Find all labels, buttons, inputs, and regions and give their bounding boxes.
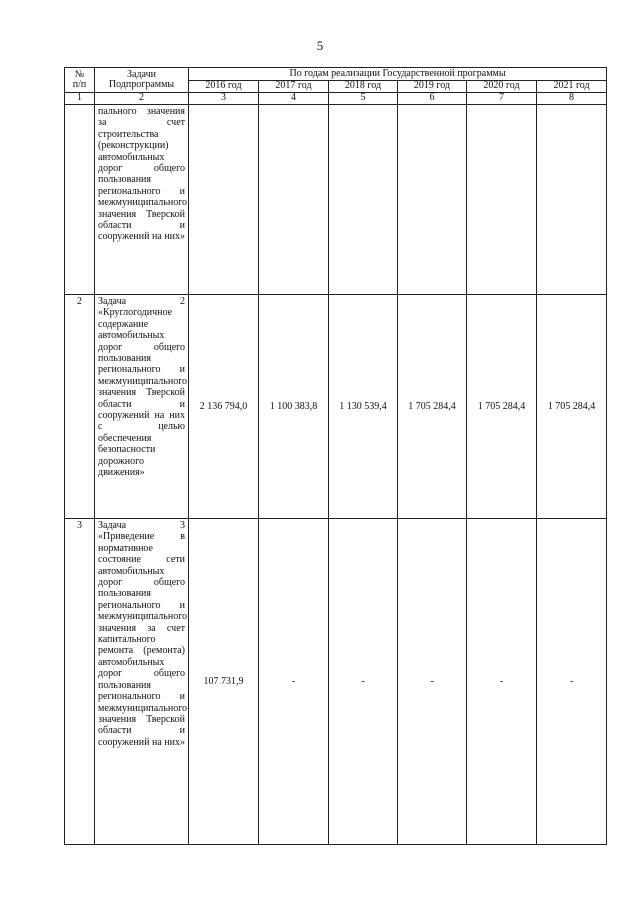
col-number: 4 — [259, 93, 329, 105]
row-number: 3 — [65, 519, 95, 845]
row-value: 1 705 284,4 — [537, 295, 607, 519]
row-task-text: Задача 3 «Приведение в нормативное состояние сети автомобильных дорог общего пользования регионального и межмуниципального значения за счет капитального ремонта (ремонта) автомобильных дорог общего пользования регионального и межмуниципального значения Тверской области и сооружений на них» — [95, 519, 189, 845]
row-value: - — [537, 519, 607, 845]
row-value — [398, 105, 467, 295]
header-year-2019: 2019 год — [398, 81, 467, 93]
row-number: 2 — [65, 295, 95, 519]
row-task-text: Задача 2 «Круглогодичное содержание автомобильных дорог общего пользования регионального и межмуниципального значения Тверской области и сооружений на них с целью обеспечения безопасности дорожного движения» — [95, 295, 189, 519]
row-value: 107 731,9 — [189, 519, 259, 845]
header-year-2018: 2018 год — [329, 81, 398, 93]
row-value: 1 130 539,4 — [329, 295, 398, 519]
row-value: - — [398, 519, 467, 845]
col-number: 6 — [398, 93, 467, 105]
row-value: - — [259, 519, 329, 845]
row-number — [65, 105, 95, 295]
row-value: - — [467, 519, 537, 845]
row-value — [329, 105, 398, 295]
row-value: 1 100 383,8 — [259, 295, 329, 519]
header-year-2020: 2020 год — [467, 81, 537, 93]
table-row — [65, 295, 607, 519]
row-task-text: пального значения за счет строительства (реконструкции) автомобильных дорог общего пользования регионального и межмуниципального значения Тверской области и сооружений на них» — [95, 105, 189, 295]
row-value — [259, 105, 329, 295]
row-value: 2 136 794,0 — [189, 295, 259, 519]
row-value: - — [329, 519, 398, 845]
col-number: 7 — [467, 93, 537, 105]
row-value — [537, 105, 607, 295]
program-table — [64, 67, 607, 845]
header-tasks: Задачи Подпрограммы — [95, 68, 189, 93]
row-value: 1 705 284,4 — [398, 295, 467, 519]
header-year-2016: 2016 год — [189, 81, 259, 93]
col-number: 8 — [537, 93, 607, 105]
header-years-group: По годам реализации Государственной программы — [189, 68, 607, 81]
header-year-2021: 2021 год — [537, 81, 607, 93]
col-number: 2 — [95, 93, 189, 105]
row-value: 1 705 284,4 — [467, 295, 537, 519]
page-number: 5 — [316, 38, 324, 53]
row-value — [189, 105, 259, 295]
col-number: 5 — [329, 93, 398, 105]
header-num: № п/п — [65, 68, 95, 93]
table-row — [65, 105, 607, 295]
table-row — [65, 519, 607, 845]
col-number: 3 — [189, 93, 259, 105]
header-year-2017: 2017 год — [259, 81, 329, 93]
col-number: 1 — [65, 93, 95, 105]
row-value — [467, 105, 537, 295]
